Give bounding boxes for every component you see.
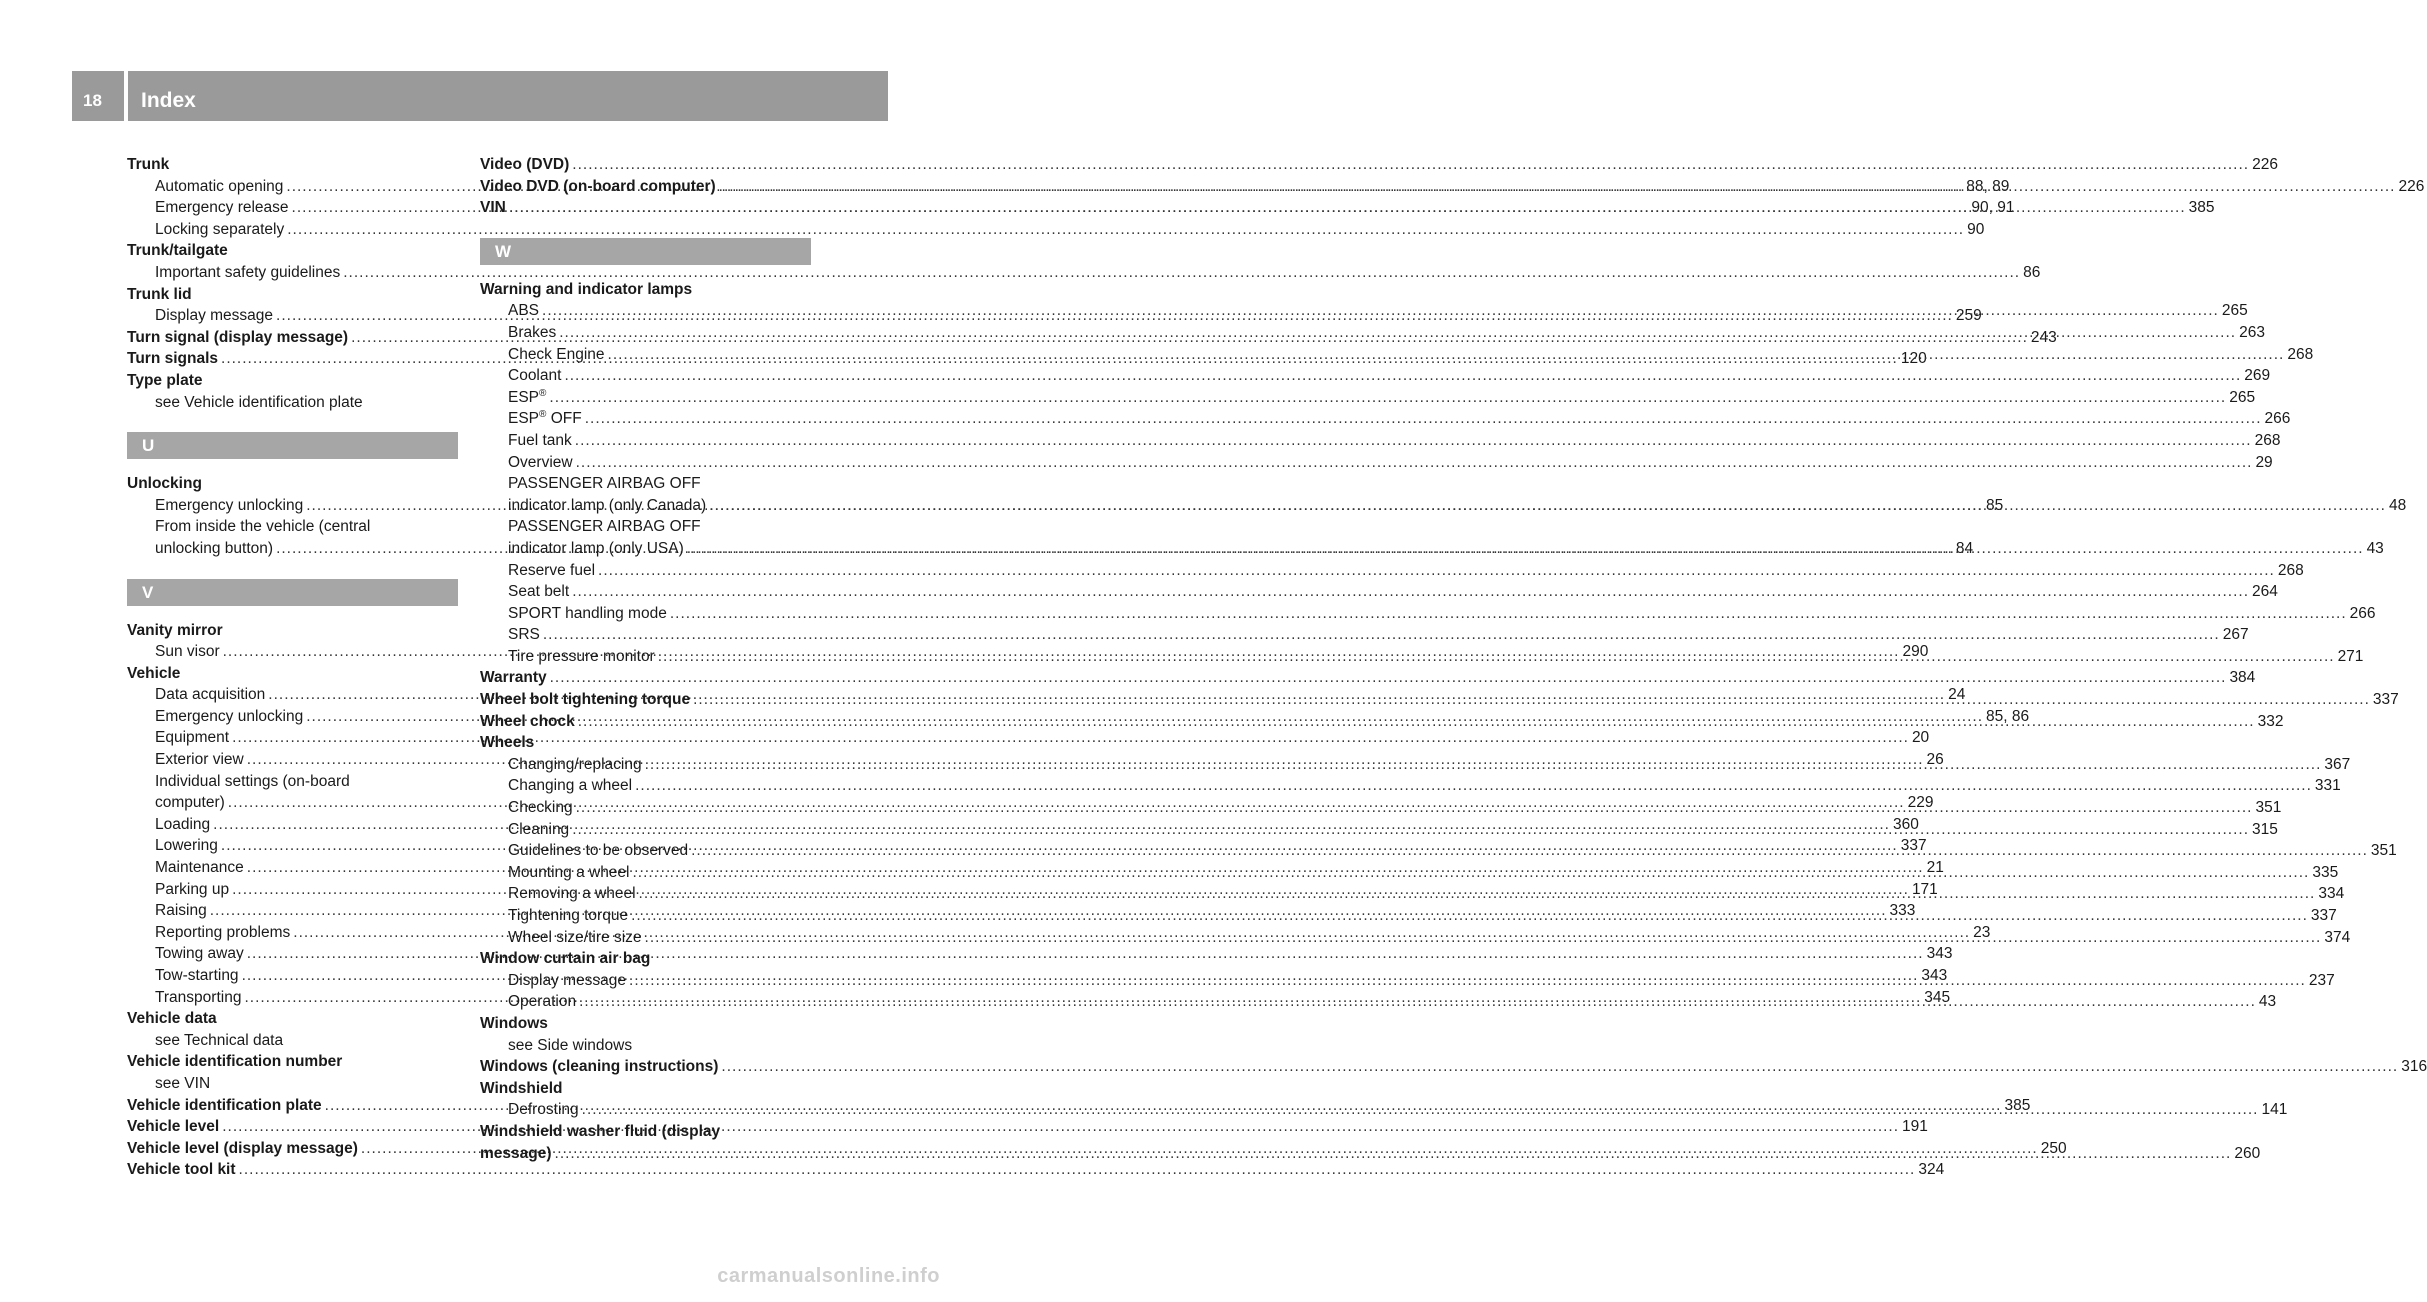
index-entry: Changing/replacing ..... 367: [480, 754, 811, 776]
index-heading: Vehicle: [127, 664, 181, 682]
index-entry: Emergency unlocking ..... 85: [127, 495, 458, 517]
index-entry: Mounting a wheel ..... 335: [480, 862, 811, 884]
index-entry: Maintenance ..... 21: [127, 857, 458, 879]
index-entry-main: Video DVD (on-board computer) ..... 226: [480, 176, 811, 198]
index-entry: Important safety guidelines ..... 86: [127, 262, 458, 284]
index-heading: Type plate: [127, 371, 203, 389]
index-entry: Wheel size/tire size ..... 374: [480, 927, 811, 949]
index-heading: Wheels: [480, 734, 535, 752]
page-title: Index: [141, 89, 196, 112]
index-entry: Fuel tank ..... 268: [480, 430, 811, 452]
page-number: 18: [83, 91, 102, 110]
index-entry: indicator lamp (only Canada) ..... 48: [480, 495, 811, 517]
header-divider: [124, 71, 128, 121]
index-entry: Tightening torque ..... 337: [480, 905, 811, 927]
index-heading: Trunk lid: [127, 285, 192, 303]
section-letter-u: U: [127, 432, 458, 459]
index-entry: Guidelines to be observed ..... 351: [480, 840, 811, 862]
index-entry: Seat belt ..... 264: [480, 581, 811, 603]
index-entry: Brakes ..... 263: [480, 322, 811, 344]
index-entry-main: Turn signal (display message) ..... 243: [127, 327, 458, 349]
index-entry-line: PASSENGER AIRBAG OFF: [508, 475, 701, 493]
index-entry: Cleaning ..... 315: [480, 819, 811, 841]
index-heading: Windshield washer fluid (display: [480, 1122, 721, 1140]
index-entry: Automatic opening ..... 88, 89: [127, 176, 458, 198]
index-entry: Check Engine ..... 268: [480, 344, 811, 366]
index-entry: ESP® OFF ..... 266: [480, 408, 811, 430]
index-entry-main: Windows (cleaning instructions) ..... 316: [480, 1056, 811, 1078]
index-entry-main: Vehicle tool kit ..... 324: [127, 1159, 458, 1181]
index-entry-main: Vehicle level (display message) ..... 250: [127, 1138, 458, 1160]
index-entry: Removing a wheel ..... 334: [480, 883, 811, 905]
index-entry: Changing a wheel ..... 331: [480, 775, 811, 797]
index-entry: Display message ..... 237: [480, 970, 811, 992]
index-entry: Operation ..... 43: [480, 991, 811, 1013]
index-entry: Loading ..... 360: [127, 814, 458, 836]
index-entry: Tow-starting ..... 343: [127, 965, 458, 987]
index-entry: SRS ..... 267: [480, 624, 811, 646]
section-letter-w: W: [480, 238, 811, 265]
index-entry-line: From inside the vehicle (central: [155, 518, 371, 536]
index-entry: Reporting problems ..... 23: [127, 922, 458, 944]
index-entry: Coolant ..... 269: [480, 365, 811, 387]
index-entry-main: Turn signals ..... 120: [127, 348, 458, 370]
index-see-also: see Side windows: [508, 1036, 633, 1054]
index-entry: computer) ..... 229: [127, 792, 458, 814]
index-entry: Parking up ..... 171: [127, 879, 458, 901]
index-heading: Unlocking: [127, 475, 202, 493]
watermark: carmanualsonline.info: [717, 1265, 940, 1287]
index-entry-main: Vehicle level ..... 191: [127, 1116, 458, 1138]
index-entry: Display message ..... 259: [127, 305, 458, 327]
index-entry: Raising ..... 333: [127, 900, 458, 922]
index-entry-main: Video (DVD) ..... 226: [480, 154, 811, 176]
index-see-also: see Vehicle identification plate: [155, 393, 363, 411]
index-entry: SPORT handling mode ..... 266: [480, 603, 811, 625]
index-see-also: see Technical data: [155, 1031, 284, 1049]
index-heading: Vehicle identification number: [127, 1053, 343, 1071]
index-entry: Checking ..... 351: [480, 797, 811, 819]
index-entry: Transporting ..... 345: [127, 987, 458, 1009]
index-entry-main: message) ..... 260: [480, 1143, 811, 1165]
index-heading: Trunk/tailgate: [127, 242, 228, 260]
index-entry-main: VIN ..... 385: [480, 197, 811, 219]
index-heading: Windshield: [480, 1079, 563, 1097]
index-entry: indicator lamp (only USA) ..... 43: [480, 538, 811, 560]
index-entry: Emergency release ..... 90, 91: [127, 197, 458, 219]
index-heading: Vanity mirror: [127, 621, 223, 639]
index-entry-main: Warranty ..... 384: [480, 667, 811, 689]
index-entry: Reserve fuel ..... 268: [480, 560, 811, 582]
index-entry-main: Wheel chock ..... 332: [480, 711, 811, 733]
index-heading: Window curtain air bag: [480, 950, 651, 968]
index-heading: Vehicle data: [127, 1010, 217, 1028]
index-entry: unlocking button) ..... 84: [127, 538, 458, 560]
section-letter-v: V: [127, 579, 458, 606]
index-entry-main: Wheel bolt tightening torque ..... 337: [480, 689, 811, 711]
index-entry: ESP® ..... 265: [480, 387, 811, 409]
index-heading: Windows: [480, 1014, 548, 1032]
index-entry: Locking separately ..... 90: [127, 219, 458, 241]
index-entry: Equipment ..... 20: [127, 727, 458, 749]
index-entry: Defrosting ..... 141: [480, 1099, 811, 1121]
index-entry-line: PASSENGER AIRBAG OFF: [508, 518, 701, 536]
index-entry: Data acquisition ..... 24: [127, 684, 458, 706]
index-entry: Exterior view ..... 26: [127, 749, 458, 771]
index-entry-line: Individual settings (on-board: [155, 772, 350, 790]
index-entry: ABS ..... 265: [480, 300, 811, 322]
index-entry: Tire pressure monitor ..... 271: [480, 646, 811, 668]
index-entry: Sun visor ..... 290: [127, 641, 458, 663]
index-entry: Overview ..... 29: [480, 452, 811, 474]
index-entry: Lowering ..... 337: [127, 835, 458, 857]
index-heading: Warning and indicator lamps: [480, 280, 693, 298]
index-heading: Trunk: [127, 156, 170, 173]
index-entry-main: Vehicle identification plate ..... 385: [127, 1095, 458, 1117]
index-entry: Emergency unlocking ..... 85, 86: [127, 706, 458, 728]
index-see-also: see VIN: [155, 1074, 211, 1092]
index-entry: Towing away ..... 343: [127, 943, 458, 965]
